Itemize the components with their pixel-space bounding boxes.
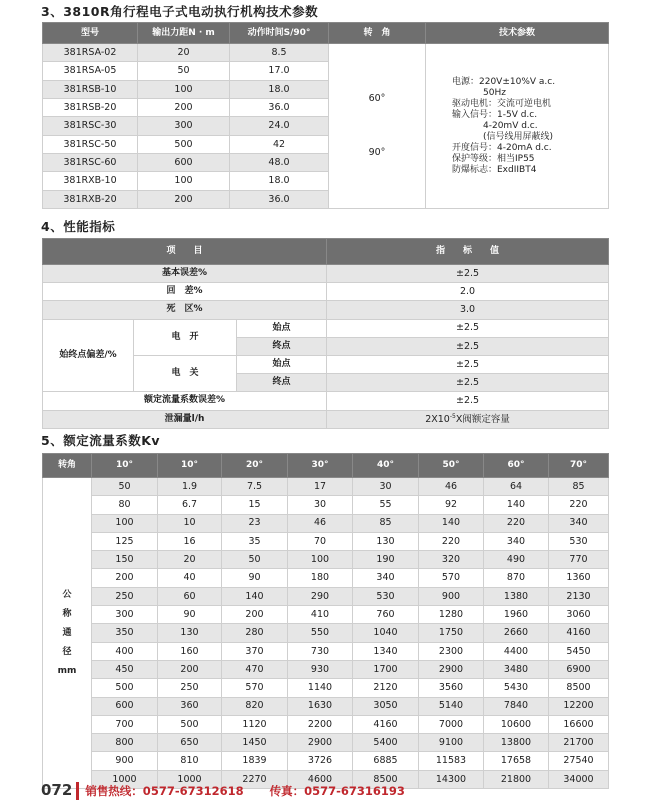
open-end-value: ±2.5	[327, 337, 609, 355]
diameter-cell: 1000	[92, 770, 158, 788]
close-label: 电 关	[134, 355, 237, 391]
hysteresis-label: 回 差%	[43, 283, 327, 301]
kv-value-cell: 900	[419, 587, 484, 605]
tech-input3: (信号线用屏蔽线)	[483, 131, 554, 142]
kv-row	[43, 679, 609, 697]
specs-table	[42, 22, 609, 209]
kv-value-cell: 1.9	[158, 478, 222, 496]
nominal-diameter-char: 称	[62, 608, 72, 619]
kv-row	[43, 551, 609, 569]
kv-value-cell: 410	[288, 606, 353, 624]
kv-value-cell: 4160	[549, 624, 609, 642]
footer-divider	[76, 782, 79, 800]
kv-value-cell: 1450	[222, 734, 288, 752]
diameter-cell: 250	[92, 587, 158, 605]
kv-value-cell: 4160	[353, 715, 419, 733]
col-angle: 20°	[222, 454, 288, 478]
leakage-label: 泄漏量l/h	[43, 410, 327, 428]
page-number: 072	[41, 781, 73, 799]
kv-value-cell: 250	[158, 679, 222, 697]
torque-cell: 50	[138, 62, 230, 80]
kv-value-cell: 15	[222, 496, 288, 514]
nominal-diameter-label	[43, 478, 92, 789]
kv-table	[42, 453, 609, 789]
angle-90: 90°	[368, 147, 386, 158]
col-angle: 40°	[353, 454, 419, 478]
tech-motor: 驱动电机：交流可逆电机	[452, 98, 552, 109]
endpoint-label: 始终点偏差/%	[43, 319, 134, 392]
kv-value-cell: 7840	[484, 697, 549, 715]
basic-error-label: 基本误差%	[43, 265, 327, 283]
model-cell: 381RSC-60	[43, 153, 138, 171]
kv-value-cell: 280	[222, 624, 288, 642]
kv-value-cell: 23	[222, 514, 288, 532]
kv-value-cell: 1360	[549, 569, 609, 587]
kv-value-cell: 4600	[288, 770, 353, 788]
torque-cell: 20	[138, 44, 230, 62]
kv-row	[43, 587, 609, 605]
kv-value-cell: 17658	[484, 752, 549, 770]
time-cell: 17.0	[230, 62, 329, 80]
kv-value-cell: 4400	[484, 642, 549, 660]
time-cell: 42	[230, 135, 329, 153]
kv-value-cell: 1000	[158, 770, 222, 788]
diameter-cell: 125	[92, 532, 158, 550]
diameter-cell: 300	[92, 606, 158, 624]
tech-input2: 4-20mV d.c.	[483, 120, 538, 131]
diameter-cell: 700	[92, 715, 158, 733]
angle-60: 60°	[368, 93, 386, 104]
kv-value-cell: 490	[484, 551, 549, 569]
kv-value-cell: 9100	[419, 734, 484, 752]
diameter-cell: 400	[92, 642, 158, 660]
kv-value-cell: 8500	[549, 679, 609, 697]
kv-value-cell: 35	[222, 532, 288, 550]
kv-value-cell: 1040	[353, 624, 419, 642]
kv-value-cell: 290	[288, 587, 353, 605]
kv-row	[43, 642, 609, 660]
kv-value-cell: 7.5	[222, 478, 288, 496]
kv-value-cell: 6.7	[158, 496, 222, 514]
kv-value-cell: 2900	[288, 734, 353, 752]
close-start-label: 始点	[237, 355, 327, 373]
kv-value-cell: 5400	[353, 734, 419, 752]
leakage-pre: 2X10	[425, 413, 450, 425]
tech-opening: 开度信号：4-20mA d.c.	[452, 142, 552, 153]
tech-input: 输入信号：1-5V d.c.	[452, 109, 538, 120]
time-cell: 48.0	[230, 153, 329, 171]
tech-params	[426, 44, 609, 209]
kv-value-cell: 370	[222, 642, 288, 660]
torque-cell: 500	[138, 135, 230, 153]
kv-value-cell: 64	[484, 478, 549, 496]
flow-error-value: ±2.5	[327, 392, 609, 410]
kv-value-cell: 200	[222, 606, 288, 624]
diameter-cell: 450	[92, 660, 158, 678]
kv-value-cell: 11583	[419, 752, 484, 770]
kv-value-cell: 650	[158, 734, 222, 752]
kv-value-cell: 2200	[288, 715, 353, 733]
col-corner: 转角	[43, 454, 92, 478]
kv-value-cell: 570	[419, 569, 484, 587]
kv-value-cell: 92	[419, 496, 484, 514]
open-start-value: ±2.5	[327, 319, 609, 337]
kv-value-cell: 17	[288, 478, 353, 496]
kv-value-cell: 770	[549, 551, 609, 569]
kv-value-cell: 1120	[222, 715, 288, 733]
kv-value-cell: 820	[222, 697, 288, 715]
kv-value-cell: 21800	[484, 770, 549, 788]
kv-value-cell: 6885	[353, 752, 419, 770]
kv-value-cell: 140	[484, 496, 549, 514]
kv-value-cell: 12200	[549, 697, 609, 715]
model-cell: 381RSA-05	[43, 62, 138, 80]
col-value: 指 标 值	[327, 239, 609, 265]
kv-value-cell: 14300	[419, 770, 484, 788]
leakage-value	[327, 410, 609, 428]
kv-value-cell: 1630	[288, 697, 353, 715]
kv-row	[43, 697, 609, 715]
kv-value-cell: 760	[353, 606, 419, 624]
tech-protection: 保护等级：相当IP55	[452, 153, 535, 164]
kv-value-cell: 10600	[484, 715, 549, 733]
kv-value-cell: 1750	[419, 624, 484, 642]
col-angle: 70°	[549, 454, 609, 478]
kv-value-cell: 46	[419, 478, 484, 496]
kv-value-cell: 5450	[549, 642, 609, 660]
kv-value-cell: 130	[158, 624, 222, 642]
kv-value-cell: 190	[353, 551, 419, 569]
kv-value-cell: 50	[222, 551, 288, 569]
kv-value-cell: 530	[549, 532, 609, 550]
kv-value-cell: 340	[484, 532, 549, 550]
col-model: 型号	[43, 23, 138, 44]
kv-value-cell: 1140	[288, 679, 353, 697]
kv-value-cell: 46	[288, 514, 353, 532]
kv-row	[43, 514, 609, 532]
time-cell: 18.0	[230, 80, 329, 98]
kv-value-cell: 60	[158, 587, 222, 605]
close-end-label: 终点	[237, 374, 327, 392]
model-cell: 381RXB-10	[43, 172, 138, 190]
kv-value-cell: 30	[353, 478, 419, 496]
kv-row	[43, 496, 609, 514]
model-cell: 381RSB-10	[43, 80, 138, 98]
time-cell: 18.0	[230, 172, 329, 190]
kv-value-cell: 90	[222, 569, 288, 587]
col-angle: 10°	[92, 454, 158, 478]
kv-value-cell: 5430	[484, 679, 549, 697]
kv-value-cell: 85	[549, 478, 609, 496]
fax-number: 传真：0577-67316193	[269, 784, 405, 798]
kv-value-cell: 10	[158, 514, 222, 532]
model-cell: 381RSA-02	[43, 44, 138, 62]
model-cell: 381RSB-20	[43, 98, 138, 116]
diameter-cell: 900	[92, 752, 158, 770]
nominal-diameter-char: 公	[62, 589, 72, 600]
kv-value-cell: 2120	[353, 679, 419, 697]
performance-table	[42, 238, 609, 429]
col-angle: 50°	[419, 454, 484, 478]
kv-value-cell: 2660	[484, 624, 549, 642]
kv-value-cell: 550	[288, 624, 353, 642]
kv-value-cell: 320	[419, 551, 484, 569]
kv-value-cell: 85	[353, 514, 419, 532]
col-angle: 30°	[288, 454, 353, 478]
kv-value-cell: 2270	[222, 770, 288, 788]
kv-value-cell: 30	[288, 496, 353, 514]
model-cell: 381RXB-20	[43, 190, 138, 208]
diameter-cell: 600	[92, 697, 158, 715]
kv-value-cell: 20	[158, 551, 222, 569]
kv-value-cell: 3726	[288, 752, 353, 770]
kv-value-cell: 140	[419, 514, 484, 532]
open-end-label: 终点	[237, 337, 327, 355]
kv-row	[43, 478, 609, 496]
kv-value-cell: 1340	[353, 642, 419, 660]
kv-value-cell: 13800	[484, 734, 549, 752]
kv-value-cell: 1280	[419, 606, 484, 624]
page-footer	[41, 780, 405, 802]
kv-row	[43, 606, 609, 624]
kv-value-cell: 1700	[353, 660, 419, 678]
open-start-label: 始点	[237, 319, 327, 337]
diameter-cell: 100	[92, 514, 158, 532]
nominal-diameter-char: 径	[62, 646, 72, 657]
kv-value-cell: 360	[158, 697, 222, 715]
time-cell: 24.0	[230, 117, 329, 135]
kv-value-cell: 130	[353, 532, 419, 550]
col-time: 动作时间S/90°	[230, 23, 329, 44]
kv-value-cell: 90	[158, 606, 222, 624]
kv-row	[43, 715, 609, 733]
kv-value-cell: 5140	[419, 697, 484, 715]
col-angle: 10°	[158, 454, 222, 478]
kv-value-cell: 8500	[353, 770, 419, 788]
col-angle: 转 角	[329, 23, 426, 44]
kv-value-cell: 1380	[484, 587, 549, 605]
kv-value-cell: 730	[288, 642, 353, 660]
kv-value-cell: 500	[158, 715, 222, 733]
kv-row	[43, 752, 609, 770]
diameter-cell: 50	[92, 478, 158, 496]
diameter-cell: 800	[92, 734, 158, 752]
kv-value-cell: 100	[288, 551, 353, 569]
kv-value-cell: 27540	[549, 752, 609, 770]
time-cell: 8.5	[230, 44, 329, 62]
kv-value-cell: 220	[484, 514, 549, 532]
kv-value-cell: 21700	[549, 734, 609, 752]
leakage-sup: -5	[449, 412, 456, 420]
diameter-cell: 350	[92, 624, 158, 642]
kv-value-cell: 3060	[549, 606, 609, 624]
model-cell: 381RSC-50	[43, 135, 138, 153]
kv-value-cell: 470	[222, 660, 288, 678]
close-start-value: ±2.5	[327, 355, 609, 373]
torque-cell: 200	[138, 98, 230, 116]
torque-cell: 100	[138, 80, 230, 98]
col-torque: 输出力距N · m	[138, 23, 230, 44]
kv-value-cell: 70	[288, 532, 353, 550]
diameter-cell: 200	[92, 569, 158, 587]
nominal-diameter-char: mm	[57, 665, 77, 676]
kv-value-cell: 55	[353, 496, 419, 514]
flow-error-label: 额定流量系数误差%	[43, 392, 327, 410]
dead-zone-label: 死 区%	[43, 301, 327, 319]
basic-error-value: ±2.5	[327, 265, 609, 283]
kv-value-cell: 6900	[549, 660, 609, 678]
diameter-cell: 80	[92, 496, 158, 514]
torque-cell: 300	[138, 117, 230, 135]
open-label: 电 开	[134, 319, 237, 355]
kv-row	[43, 532, 609, 550]
kv-value-cell: 340	[549, 514, 609, 532]
kv-value-cell: 200	[158, 660, 222, 678]
kv-value-cell: 570	[222, 679, 288, 697]
angle-cell	[329, 44, 426, 209]
kv-value-cell: 34000	[549, 770, 609, 788]
dead-zone-value: 3.0	[327, 301, 609, 319]
torque-cell: 100	[138, 172, 230, 190]
kv-value-cell: 2130	[549, 587, 609, 605]
torque-cell: 200	[138, 190, 230, 208]
kv-row	[43, 569, 609, 587]
tech-power: 电源：220V±10%V a.c.	[452, 76, 556, 87]
kv-value-cell: 220	[419, 532, 484, 550]
col-angle: 60°	[484, 454, 549, 478]
tech-explosion: 防爆标志：ExdIIBT4	[452, 164, 537, 175]
kv-value-cell: 2300	[419, 642, 484, 660]
section-title-performance: 4、性能指标	[41, 219, 116, 234]
nominal-diameter-char: 通	[62, 627, 72, 638]
diameter-cell: 150	[92, 551, 158, 569]
kv-row	[43, 660, 609, 678]
kv-value-cell: 930	[288, 660, 353, 678]
col-tech: 技术参数	[426, 23, 609, 44]
kv-value-cell: 220	[549, 496, 609, 514]
kv-value-cell: 870	[484, 569, 549, 587]
kv-row	[43, 624, 609, 642]
kv-value-cell: 810	[158, 752, 222, 770]
kv-value-cell: 2900	[419, 660, 484, 678]
leakage-post: X阀额定容量	[455, 413, 510, 425]
hysteresis-value: 2.0	[327, 283, 609, 301]
kv-value-cell: 7000	[419, 715, 484, 733]
tech-power-freq: 50Hz	[483, 87, 506, 98]
kv-value-cell: 140	[222, 587, 288, 605]
kv-value-cell: 1960	[484, 606, 549, 624]
time-cell: 36.0	[230, 190, 329, 208]
diameter-cell: 500	[92, 679, 158, 697]
kv-value-cell: 180	[288, 569, 353, 587]
kv-value-cell: 3480	[484, 660, 549, 678]
section-title-kv: 5、额定流量系数Kv	[41, 433, 161, 448]
kv-value-cell: 530	[353, 587, 419, 605]
kv-value-cell: 16600	[549, 715, 609, 733]
col-item: 项 目	[43, 239, 327, 265]
kv-row	[43, 734, 609, 752]
kv-value-cell: 3560	[419, 679, 484, 697]
kv-value-cell: 160	[158, 642, 222, 660]
kv-value-cell: 40	[158, 569, 222, 587]
sales-hotline: 销售热线：0577-67312618	[85, 784, 244, 798]
time-cell: 36.0	[230, 98, 329, 116]
section-title-specs: 3、3810R角行程电子式电动执行机构技术参数	[41, 4, 319, 19]
kv-value-cell: 1839	[222, 752, 288, 770]
kv-value-cell: 16	[158, 532, 222, 550]
model-cell: 381RSC-30	[43, 117, 138, 135]
close-end-value: ±2.5	[327, 374, 609, 392]
kv-value-cell: 3050	[353, 697, 419, 715]
torque-cell: 600	[138, 153, 230, 171]
kv-value-cell: 340	[353, 569, 419, 587]
